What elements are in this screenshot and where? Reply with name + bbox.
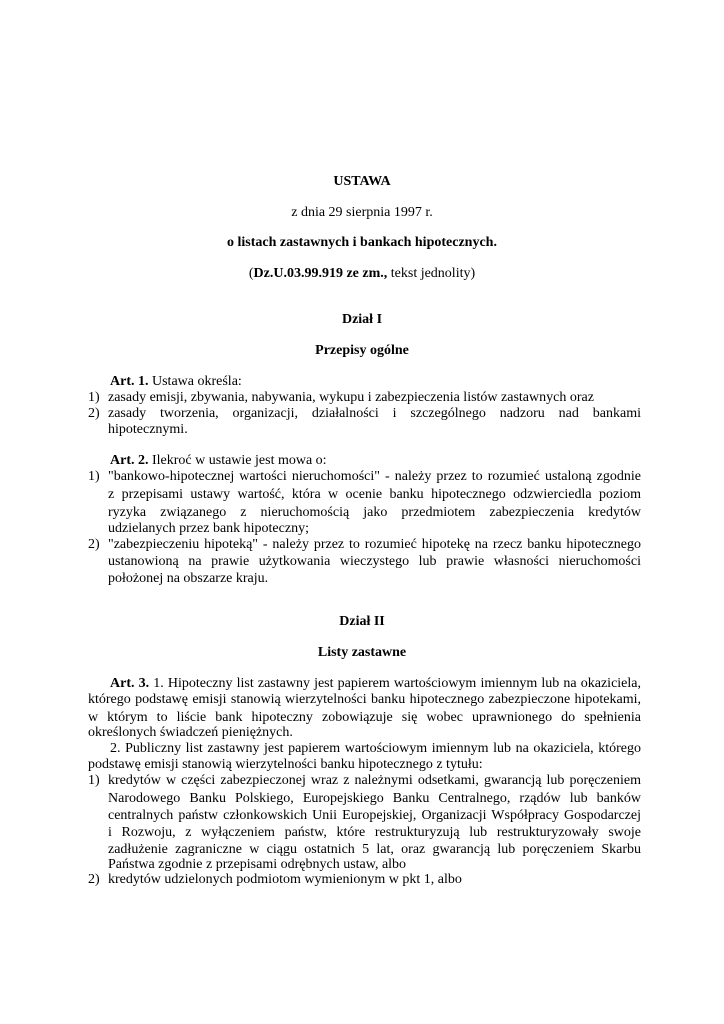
source-open: ( — [248, 266, 254, 281]
section-1-subtitle: Przepisy ogólne — [315, 343, 409, 358]
art-2-item-1-line-4: udzielanych przez bank hipoteczny; — [108, 521, 309, 536]
art-1-item-2-number: 2) — [88, 406, 100, 421]
art-3-item-1-line-6: Państwa zgodnie z przepisami odrębnych ustaw, albo — [108, 857, 407, 872]
art-3-paragraph-1-line-2: którego podstawę emisji stanowią wierzytelności banku hipotecznego zabezpieczone hipotekami, — [88, 692, 641, 707]
art-3-item-1-line-4: i Rozwoju, z wyłączeniem państw, które restrukturyzują lub restrukturyzowały swoje — [108, 825, 641, 840]
art-2-item-1-line-2: z przepisami ustawy wartość, która w ocenie banku hipotecznego odzwierciedla poziom — [108, 487, 641, 502]
art-3-item-1-line-2: Narodowego Banku Polskiego, Europejskiego Banku Centralnego, rządów lub banków — [108, 791, 641, 806]
act-date: z dnia 29 sierpnia 1997 r. — [291, 205, 433, 220]
art-1-intro: Ustawa określa: — [148, 374, 242, 389]
art-3-item-1-line-3: centralnych państw członkowskich Unii Europejskiej, Organizacji Współpracy Gospodarczej — [108, 808, 641, 823]
art-3-label: Art. 3. — [110, 676, 150, 691]
art-1-item-1-line-1: zasady emisji, zbywania, nabywania, wykupu i zabezpieczenia listów zastawnych oraz — [108, 390, 594, 405]
art-3-paragraph-2-line-2: podstawę emisji stanowią wierzytelności banku hipotecznego z tytułu: — [88, 757, 483, 772]
art-1-label: Art. 1. — [110, 374, 149, 389]
art-2-intro: Ilekroć w ustawie jest mowa o: — [148, 453, 327, 468]
art-2-item-2-line-1: "zabezpieczeniu hipoteką" - należy przez to rozumieć hipotekę na rzecz banku hipotecznego — [108, 537, 641, 552]
art-2-item-1-line-1: "bankowo-hipotecznej wartości nieruchomości" - należy przez to rozumieć ustaloną zgodnie — [108, 469, 641, 484]
art-2-item-2-line-3: położonej na obszarze kraju. — [108, 571, 269, 586]
section-1-title: Dział I — [341, 312, 383, 327]
act-title: USTAWA — [333, 174, 391, 189]
act-source — [0, 265, 724, 283]
art-3-item-1-line-1: kredytów w części zabezpieczonej wraz z należnymi odsetkami, gwarancją lub poręczeniem — [108, 773, 641, 788]
art-3-item-1-line-5: zadłużenie zagraniczne w ciągu ostatnich 5 lat, oraz gwarancją lub poręczeniem Skarbu — [108, 842, 641, 857]
art-1-item-2-line-2: hipotecznymi. — [108, 422, 188, 437]
section-2-subtitle: Listy zastawne — [317, 645, 407, 660]
art-3-paragraph-2-line-1: 2. Publiczny list zastawny jest papierem wartościowym imiennym lub na okaziciela, którego — [110, 741, 641, 756]
art-3-paragraph-1-line-4: określonych świadczeń pieniężnych. — [88, 725, 293, 740]
art-3-p1-text-1: 1. Hipoteczny list zastawny jest papierem wartościowym imiennym lub na okaziciela, — [149, 676, 641, 691]
source-note: tekst jednolity) — [387, 266, 476, 281]
art-1-item-2-line-1: zasady tworzenia, organizacji, działalności i szczególnego nadzoru nad bankami — [108, 406, 641, 421]
source-journal: Dz.U.03.99.919 ze zm., — [253, 266, 388, 281]
art-2-label: Art. 2. — [110, 453, 149, 468]
art-3-item-1-number: 1) — [88, 773, 100, 788]
art-3-item-2-line-1: kredytów udzielonych podmiotom wymienionym w pkt 1, albo — [108, 872, 462, 887]
act-subject: o listach zastawnych i bankach hipotecznych. — [227, 235, 497, 250]
art-2-item-1-line-3: ryzyka związanego z nieruchomością jako przedmiotem zabezpieczenia kredytów — [108, 505, 641, 520]
art-2-item-2-line-2: ustanowioną na prawie użytkowania wieczystego lub prawie własności nieruchomości — [108, 554, 641, 569]
art-2-item-1-number: 1) — [88, 469, 100, 484]
art-2-item-2-number: 2) — [88, 537, 100, 552]
section-2-title: Dział II — [339, 614, 385, 629]
art-1-item-1-number: 1) — [88, 390, 100, 405]
art-3-paragraph-1-line-3: w którym to liście bank hipoteczny zobowiązuje się wobec uprawnionego do spełnienia — [88, 710, 641, 725]
art-3-item-2-number: 2) — [88, 872, 100, 887]
